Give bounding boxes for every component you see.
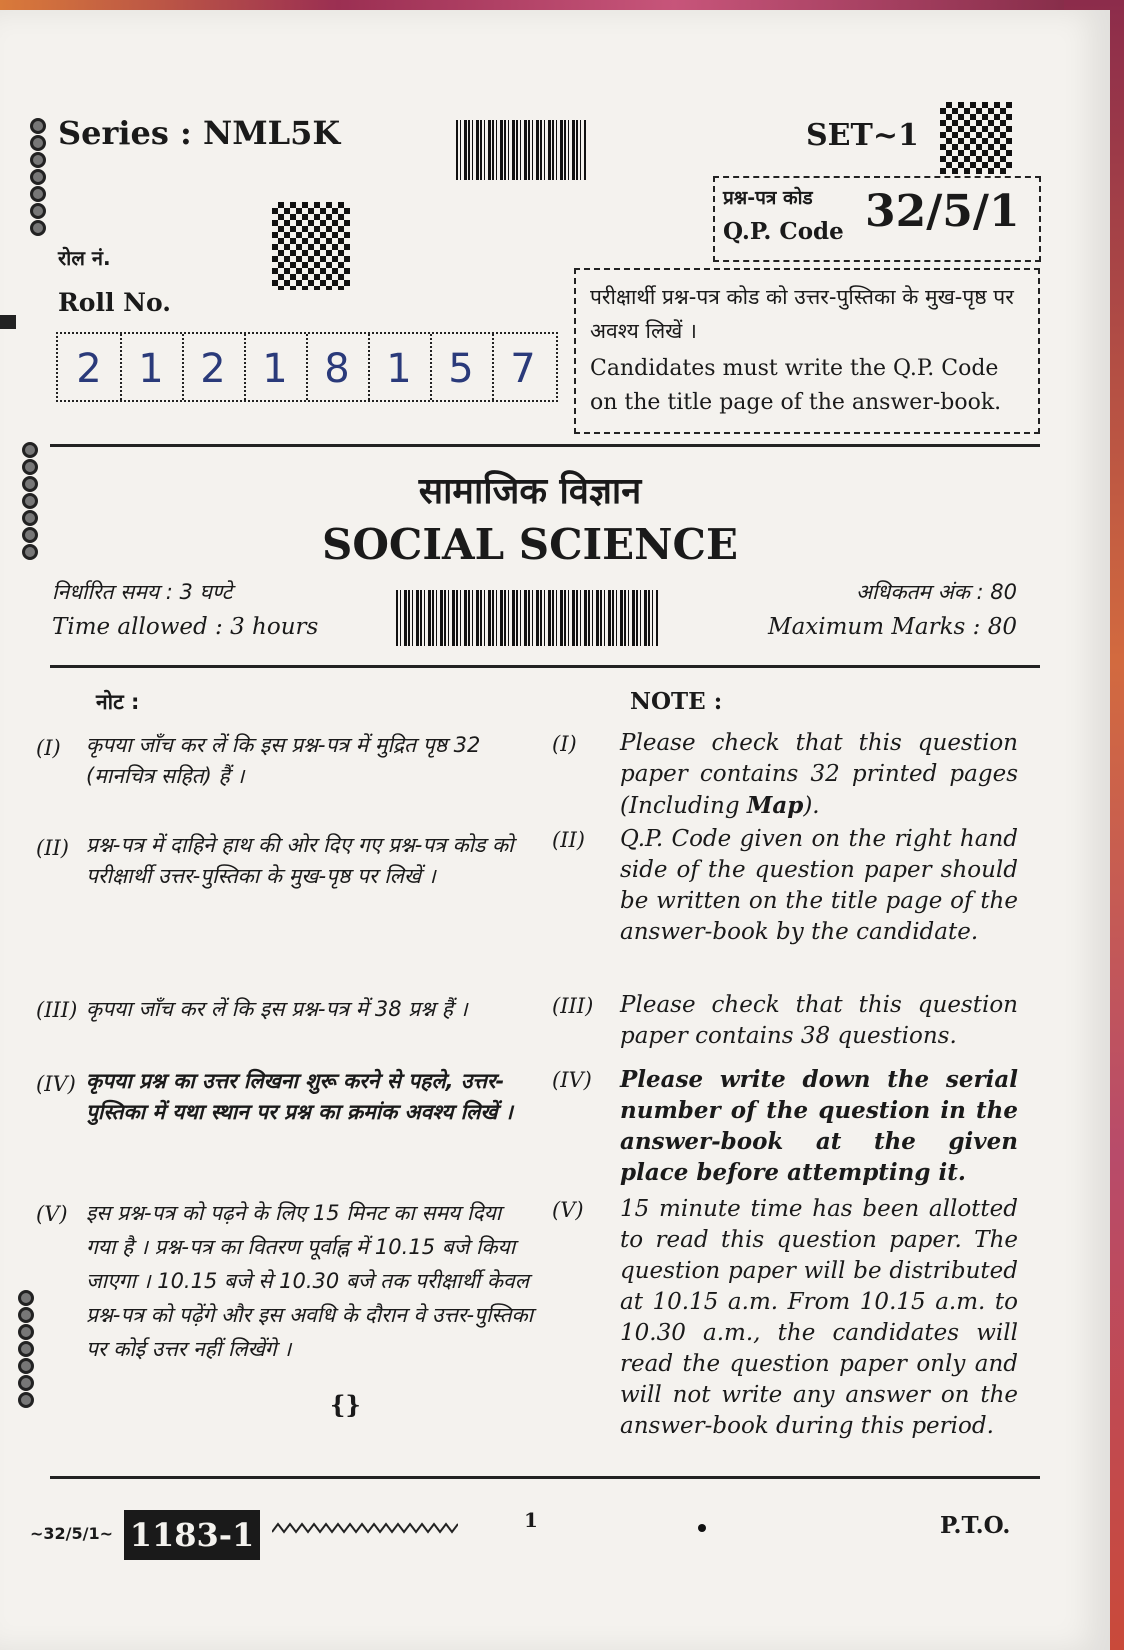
- barcode-middle: [396, 590, 658, 646]
- binding-holes-top: [30, 118, 52, 237]
- note-number-hindi: (III): [36, 998, 78, 1022]
- roll-label-hindi: रोल नं.: [58, 246, 111, 270]
- pto-label: P.T.O.: [940, 1512, 1011, 1539]
- note-5-hindi: इस प्रश्न-पत्र को पढ़ने के लिए 15 मिनट का समय दिया गया है । प्रश्न-पत्र का वितरण पूर्वाह्न में 10.15 बजे किया जाएगा । 10.15 बजे से 10.30 बजे तक परीक्षार्थी केवल प्रश्न-पत्र को पढ़ेंगे और इस अवधि के दौरान वे उत्तर-पुस्तिका पर कोई उत्तर नहीं लिखेंगे ।: [86, 1201, 534, 1361]
- note-number-hindi: (IV): [36, 1072, 76, 1096]
- qr-code-top-right: [940, 102, 1012, 174]
- note-heading-english: NOTE :: [630, 688, 723, 715]
- note-number-hindi: (V): [36, 1202, 68, 1226]
- instruction-box: [574, 268, 1040, 434]
- qp-code-label-english: Q.P. Code: [723, 218, 844, 245]
- note-number-english: (III): [552, 994, 594, 1018]
- roll-digit: 7: [510, 346, 536, 392]
- time-allowed-hindi: निर्धारित समय : 3 घण्टे: [52, 580, 233, 604]
- instruction-hindi: परीक्षार्थी प्रश्न-पत्र कोड को उत्तर-पुस्तिका के मुख-पृष्ठ पर अवश्य लिखें ।: [590, 285, 1014, 343]
- max-marks-english: Maximum Marks : 80: [768, 614, 1017, 640]
- divider-bottom: [50, 1476, 1040, 1479]
- subject-title-hindi: सामाजिक विज्ञान: [418, 471, 642, 512]
- note-4-english: Please write down the serial number of the question in the answer-book at the given place before attempting it.: [620, 1066, 1018, 1186]
- roll-digit: 1: [244, 334, 308, 400]
- dot-mark: [698, 1524, 706, 1532]
- roll-digit: 1: [120, 334, 184, 400]
- note-3-english: Please check that this question paper contains 38 questions.: [620, 992, 1018, 1049]
- barcode-top: [456, 120, 586, 180]
- roll-digit: 8: [306, 334, 370, 400]
- note-number-english: (IV): [552, 1068, 592, 1092]
- note-number-english: (II): [552, 828, 585, 852]
- exam-paper: [0, 10, 1110, 1650]
- note-3-hindi: कृपया जाँच कर लें कि इस प्रश्न-पत्र में 38 प्रश्न हैं ।: [86, 997, 468, 1021]
- note-number-english: (V): [552, 1198, 584, 1222]
- divider-top: [50, 444, 1040, 447]
- set-label: SET~1: [806, 118, 919, 153]
- footer-box-code: 1183-1: [124, 1510, 260, 1560]
- binding-holes-bottom: [18, 1290, 40, 1409]
- note-2-english: Q.P. Code given on the right hand side of the question paper should be written on the title page of the answer-book by the candidate.: [620, 826, 1018, 945]
- divider-middle: [50, 665, 1040, 668]
- signature-scribble: [272, 1516, 458, 1536]
- braces-mark: {}: [330, 1390, 361, 1419]
- qp-code-label-hindi: प्रश्न-पत्र कोड: [723, 187, 813, 209]
- note-2-hindi: प्रश्न-पत्र में दाहिने हाथ की ओर दिए गए प्रश्न-पत्र कोड को परीक्षार्थी उत्तर-पुस्तिका के मुख-पृष्ठ पर लिखें ।: [86, 833, 514, 888]
- subject-title-english: SOCIAL SCIENCE: [322, 520, 738, 569]
- time-allowed-english: Time allowed : 3 hours: [52, 614, 319, 640]
- roll-number-boxes: [56, 332, 558, 402]
- roll-digit: 1: [368, 334, 432, 400]
- roll-digit: 2: [58, 334, 122, 400]
- note-heading-hindi: नोट :: [96, 690, 140, 714]
- instruction-english: Candidates must write the Q.P. Code on the title page of the answer-book.: [590, 356, 1002, 415]
- roll-digit: 5: [430, 334, 494, 400]
- qp-code-value: 32/5/1: [865, 186, 1020, 237]
- qr-code-center: [272, 202, 350, 290]
- roll-label-english: Roll No.: [58, 288, 171, 317]
- note-4-hindi: कृपया प्रश्न का उत्तर लिखना शुरू करने से पहले, उत्तर-पुस्तिका में यथा स्थान पर प्रश्न का क्रमांक अवश्य लिखें ।: [86, 1069, 513, 1124]
- note-number-english: (I): [552, 732, 577, 756]
- note-1-hindi: कृपया जाँच कर लें कि इस प्रश्न-पत्र में मुद्रित पृष्ठ 32 (मानचित्र सहित) हैं ।: [86, 733, 481, 788]
- binding-holes-middle: [22, 442, 44, 561]
- note-number-hindi: (II): [36, 836, 69, 860]
- max-marks-hindi: अधिकतम अंक : 80: [855, 580, 1017, 604]
- note-5-english: 15 minute time has been allotted to read this question paper. The question paper will be distributed at 10.15 a.m. From 10.15 a.m. to 10.30 a.m., the candidates will read the question paper only and will not write any answer on the answer-book during this period.: [620, 1196, 1018, 1439]
- note-1-english: Please check that this question paper contains 32 printed pages (Including Map).: [620, 730, 1018, 819]
- note-number-hindi: (I): [36, 736, 61, 760]
- edge-mark: [0, 315, 16, 329]
- roll-digit: 2: [182, 334, 246, 400]
- page-number: 1: [524, 1508, 538, 1532]
- series-label: Series : NML5K: [58, 114, 341, 152]
- footer-code: ~32/5/1~: [30, 1524, 114, 1543]
- qp-code-box: [713, 176, 1041, 262]
